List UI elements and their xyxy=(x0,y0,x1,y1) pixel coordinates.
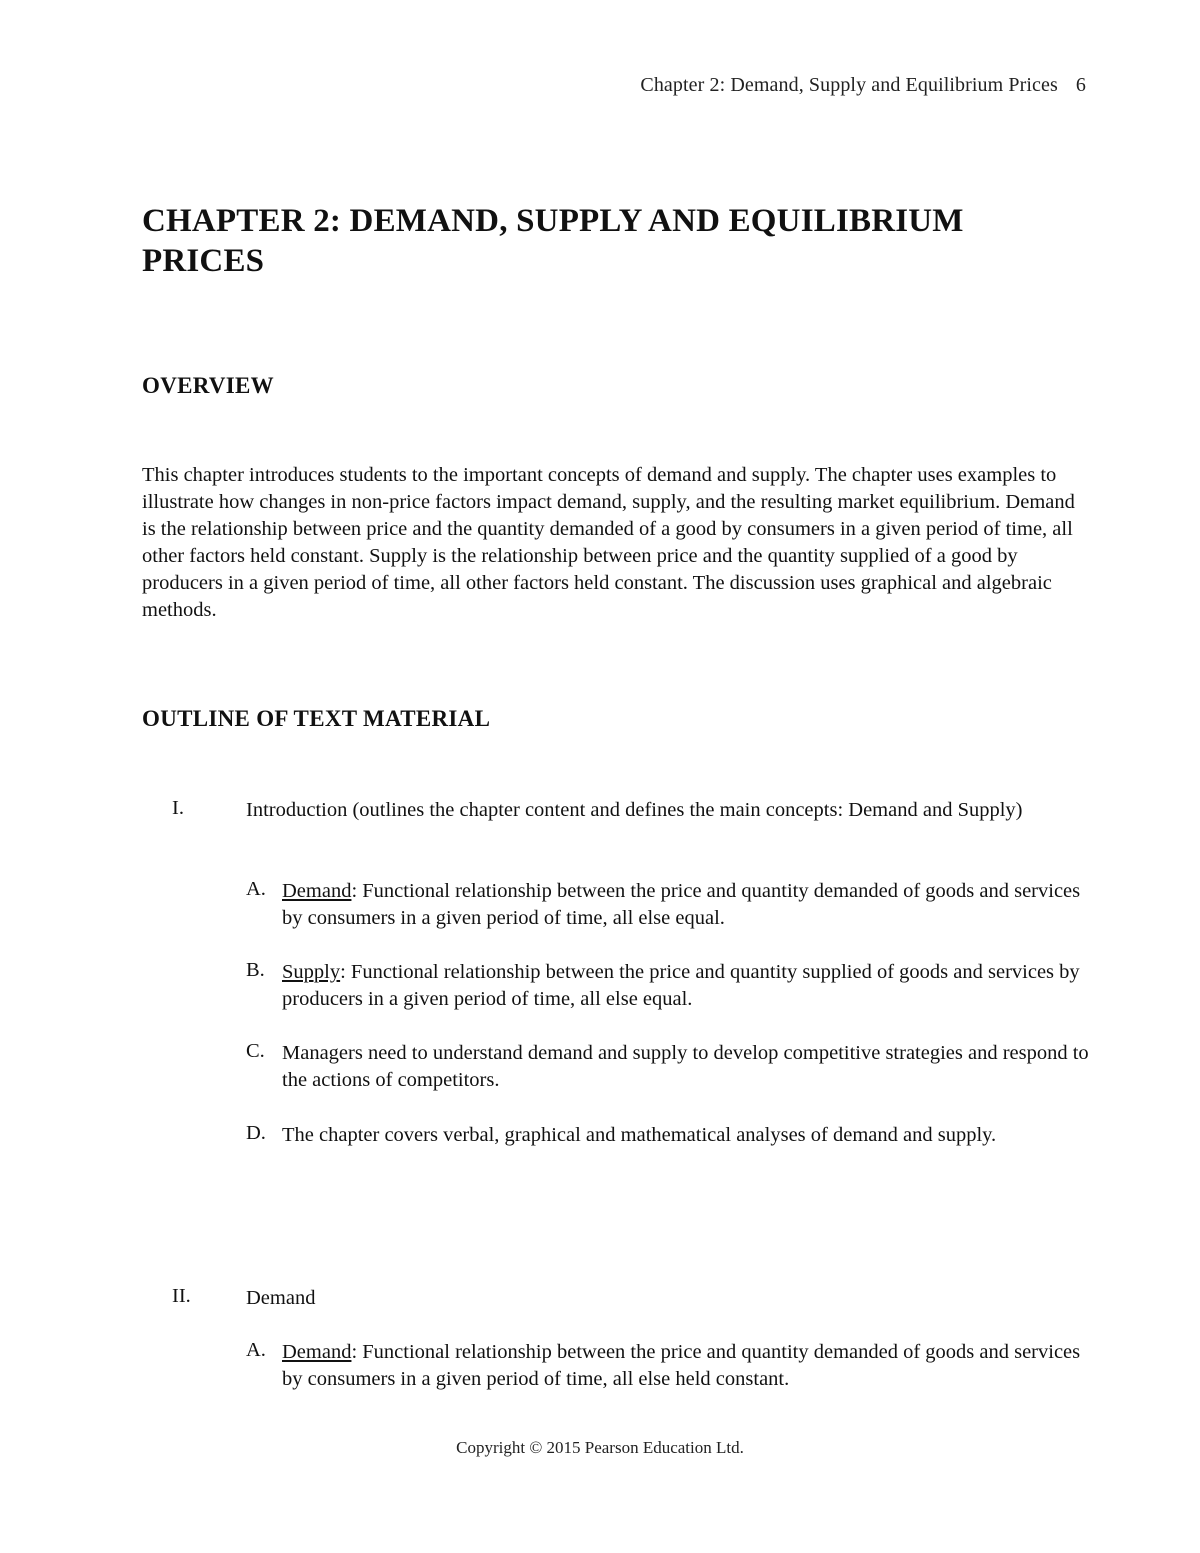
item-text xyxy=(282,878,1094,932)
copyright-footer: Copyright © 2015 Pearson Education Ltd. xyxy=(456,1438,744,1457)
item-definition: : Functional relationship between the price and quantity demanded of goods and services by consumers in a given period of time, all else held constant. xyxy=(282,1341,1081,1391)
overview-paragraph: This chapter introduces students to the important concepts of demand and supply. The chapter uses examples to illustrate how changes in non-price factors impact demand, supply, and the resulting market equilibrium. Demand is the relationship between price and the quantity demanded of a good by consumers in a given period of time, all other factors held constant. Supply is the relationship between price and the quantity supplied of a good by producers in a given period of time, all other factors held constant. The discussion uses graphical and algebraic methods. xyxy=(142,464,1075,622)
item-text xyxy=(282,1339,1094,1393)
defined-term: Demand xyxy=(282,1341,352,1363)
item-definition: : Functional relationship between the price and quantity demanded of goods and services by consumers in a given period of time, all else equal. xyxy=(282,880,1081,930)
item-letter: B. xyxy=(246,959,265,981)
item-text: Managers need to understand demand and supply to develop competitive strategies and respond to the actions of competitors. xyxy=(282,1042,1089,1092)
defined-term: Demand xyxy=(282,880,352,902)
outline-heading: OUTLINE OF TEXT MATERIAL xyxy=(142,706,491,731)
section-numeral: I. xyxy=(172,797,184,819)
chapter-title: CHAPTER 2: DEMAND, SUPPLY AND EQUILIBRIUM PRICES xyxy=(142,203,964,279)
overview-heading: OVERVIEW xyxy=(142,373,274,398)
item-letter: A. xyxy=(246,1339,266,1361)
page-number: 6 xyxy=(1075,74,1086,96)
item-definition: : Functional relationship between the price and quantity supplied of goods and services by producers in a given period of time, all else equal. xyxy=(282,961,1080,1011)
item-letter: C. xyxy=(246,1040,265,1062)
section-title: Introduction (outlines the chapter content and defines the main concepts: Demand and Supply) xyxy=(246,799,1023,821)
defined-term: Supply xyxy=(282,961,341,983)
running-header xyxy=(640,74,1086,97)
section-numeral: II. xyxy=(172,1285,191,1307)
running-title: Chapter 2: Demand, Supply and Equilibrium Prices xyxy=(640,74,1058,96)
item-letter: D. xyxy=(246,1122,266,1144)
section-title: Demand xyxy=(246,1287,316,1309)
item-text xyxy=(282,959,1094,1013)
item-text: The chapter covers verbal, graphical and mathematical analyses of demand and supply. xyxy=(282,1124,997,1146)
item-letter: A. xyxy=(246,878,266,900)
